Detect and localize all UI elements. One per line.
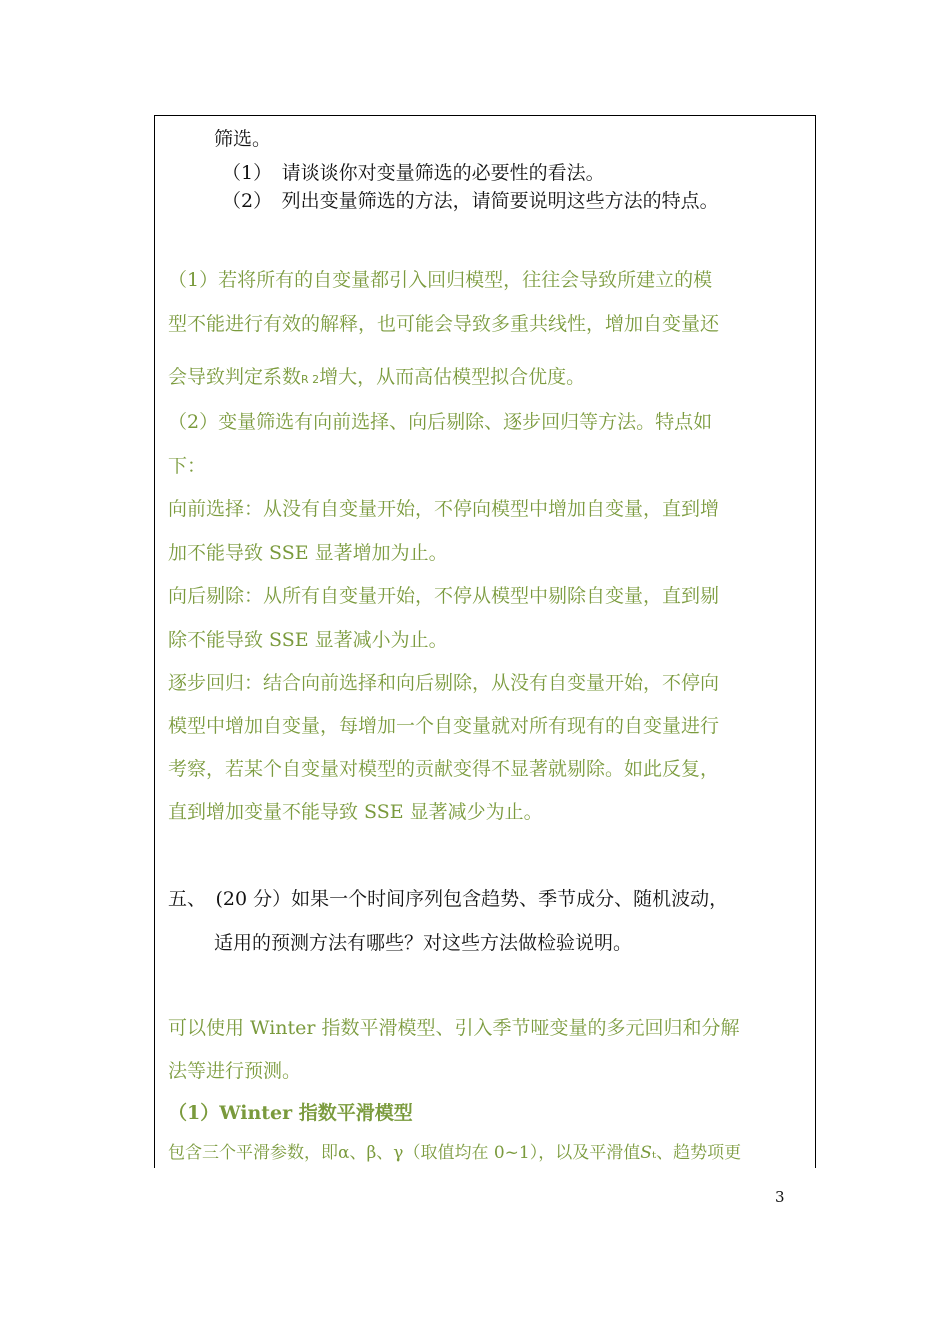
page-number: 3 (775, 1188, 785, 1206)
forward-selection-line-1: 向前选择：从没有自变量开始，不停向模型中增加自变量，直到增 (168, 498, 720, 520)
winter-model-heading: （1）Winter 指数平滑模型 (168, 1102, 413, 1124)
stepwise-line-2: 模型中增加自变量，每增加一个自变量就对所有现有的自变量进行 (168, 715, 720, 737)
answer-4-p1-line-3-post: 增大，从而高估模型拟合优度。 (319, 366, 586, 388)
stepwise-line-3: 考察，若某个自变量对模型的贡献变得不显著就剔除。如此反复， (168, 758, 720, 780)
question-5-line-1: 五、 (20 分）如果一个时间序列包含趋势、季节成分、随机波动， (168, 888, 729, 910)
backward-elimination-line-2: 除不能导致 SSE 显著减小为止。 (168, 629, 448, 651)
question-4-sub-2: （2） 列出变量筛选的方法，请简要说明这些方法的特点。 (222, 190, 719, 212)
answer-5-line-3: 包含三个平滑参数，即α、β、γ（取值均在 0~1），以及平滑值𝑆ₜ、趋势项更 (168, 1143, 742, 1163)
question-5-line-2: 适用的预测方法有哪些？对这些方法做检验说明。 (214, 932, 633, 954)
backward-elimination-line-1: 向后剔除：从所有自变量开始，不停从模型中剔除自变量，直到剔 (168, 585, 720, 607)
question-4-tail: 筛选。 (214, 128, 272, 150)
answer-4-p1-line-2: 型不能进行有效的解释，也可能会导致多重共线性，增加自变量还 (168, 313, 720, 335)
answer-4-p1-line-3-pre: 会导致判定系数 (168, 366, 302, 388)
answer-5-line-1: 可以使用 Winter 指数平滑模型、引入季节哑变量的多元回归和分解 (168, 1017, 740, 1039)
stepwise-line-4: 直到增加变量不能导致 SSE 显著减少为止。 (168, 801, 543, 823)
question-4-sub-1: （1） 请谈谈你对变量筛选的必要性的看法。 (222, 162, 605, 184)
answer-4-p2-line-1: （2）变量筛选有向前选择、向后剔除、逐步回归等方法。特点如 (168, 411, 713, 433)
stepwise-line-1: 逐步回归：结合向前选择和向后剔除，从没有自变量开始，不停向 (168, 672, 720, 694)
forward-selection-line-2: 加不能导致 SSE 显著增加为止。 (168, 542, 448, 564)
answer-5-line-2: 法等进行预测。 (168, 1060, 302, 1082)
answer-4-p1-line-3 (168, 365, 585, 392)
r-squared-symbol: R 2 (301, 373, 320, 386)
answer-4-p1-line-1: （1）若将所有的自变量都引入回归模型，往往会导致所建立的模 (168, 269, 713, 291)
answer-4-p2-line-2: 下： (168, 455, 207, 477)
